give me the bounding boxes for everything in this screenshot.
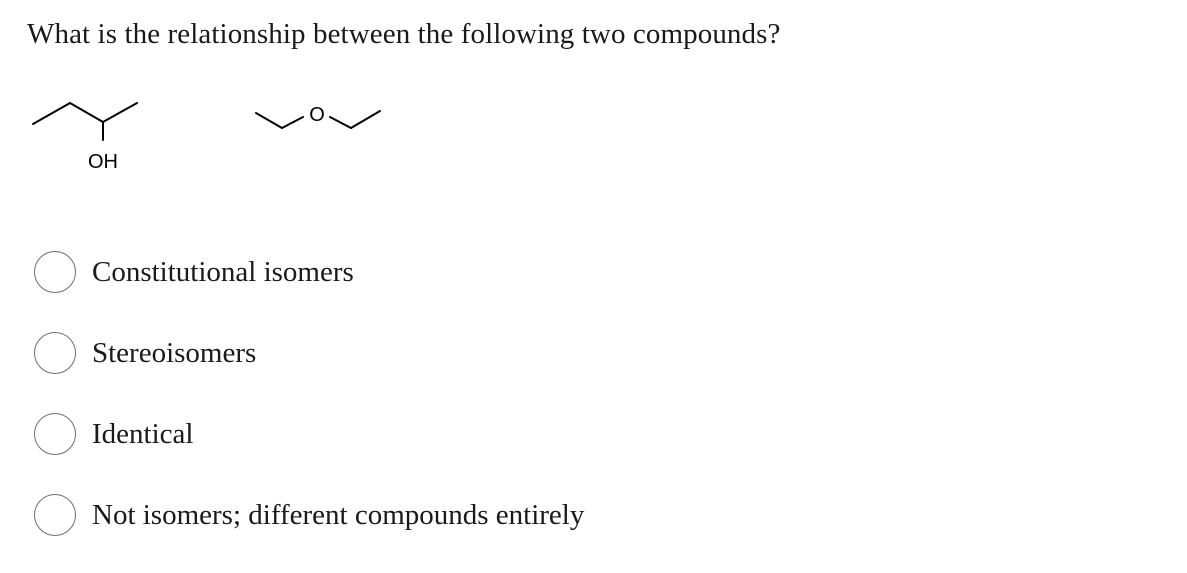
ether-bond-2 xyxy=(282,117,303,128)
radio-button-icon[interactable] xyxy=(34,413,76,455)
question-text: What is the relationship between the following two compounds? xyxy=(27,18,781,50)
option-not-isomers[interactable] xyxy=(34,492,584,538)
option-constitutional-isomers[interactable] xyxy=(34,249,584,295)
option-identical[interactable] xyxy=(34,411,584,457)
ether-bond-4 xyxy=(351,111,380,128)
molecule-structures xyxy=(0,80,420,190)
option-label[interactable]: Not isomers; different compounds entirely xyxy=(92,499,585,531)
alcohol-bond-1 xyxy=(33,103,70,124)
structures-svg xyxy=(0,80,420,190)
alcohol-oh-label: OH xyxy=(88,151,118,173)
alcohol-structure xyxy=(33,103,137,140)
alcohol-bond-2 xyxy=(70,103,103,122)
alcohol-bond-3 xyxy=(103,103,137,122)
radio-button-icon[interactable] xyxy=(34,251,76,293)
radio-button-icon[interactable] xyxy=(34,494,76,536)
option-label[interactable]: Stereoisomers xyxy=(92,337,257,369)
ether-bond-1 xyxy=(256,113,282,128)
answer-options xyxy=(34,249,584,573)
ether-o-label: O xyxy=(309,104,325,126)
ether-bond-3 xyxy=(330,117,351,128)
option-stereoisomers[interactable] xyxy=(34,330,584,376)
option-label[interactable]: Identical xyxy=(92,418,194,450)
radio-button-icon[interactable] xyxy=(34,332,76,374)
option-label[interactable]: Constitutional isomers xyxy=(92,256,354,288)
